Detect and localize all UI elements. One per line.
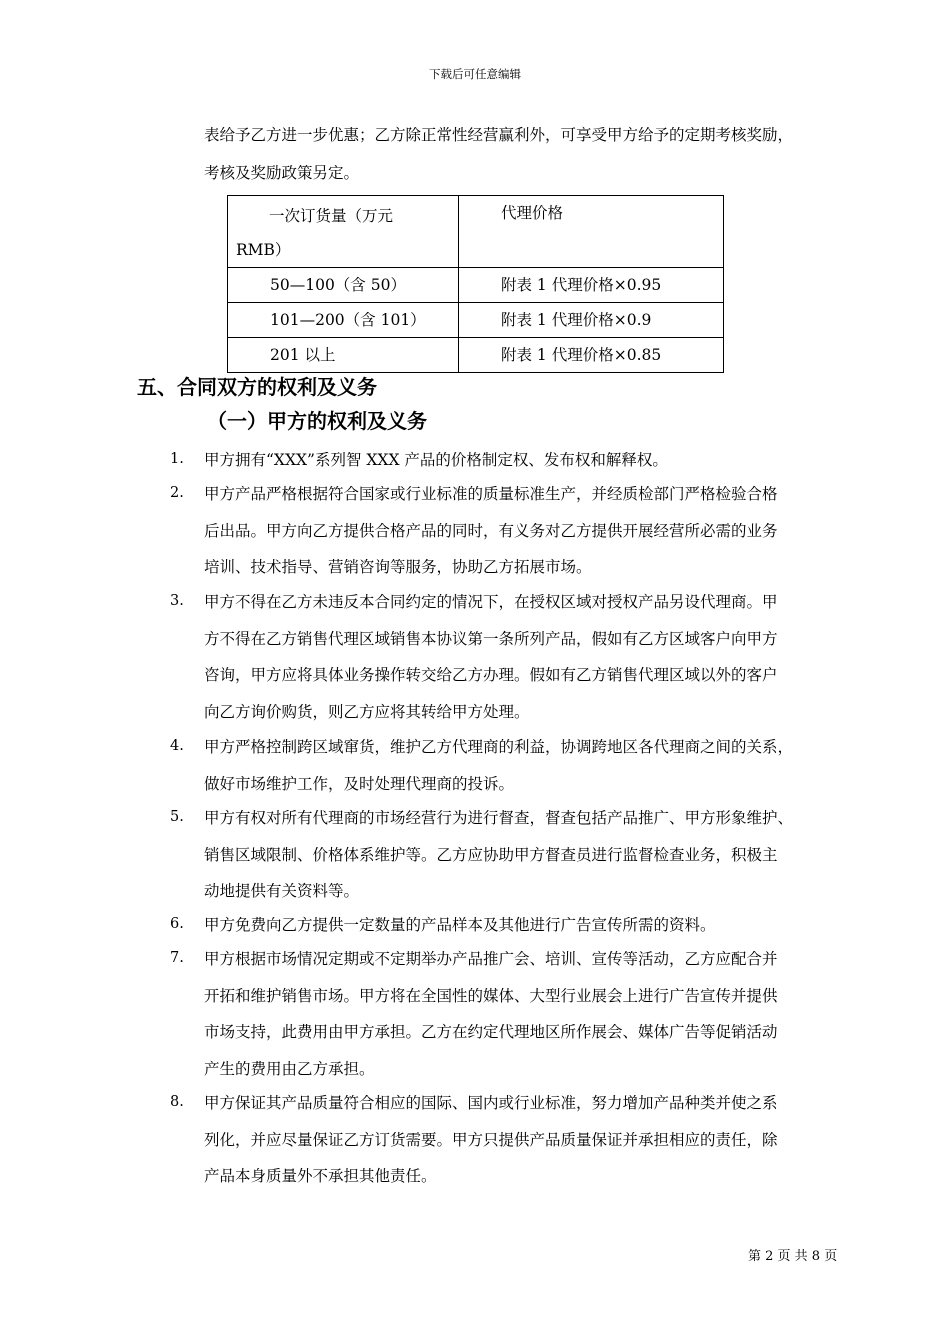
- table-cell-price-text: 附表 1 代理价格×0.95: [501, 276, 662, 294]
- list-item-number: 6.: [170, 916, 184, 932]
- table-cell-price-text: 附表 1 代理价格×0.9: [501, 311, 652, 329]
- list-item-line: 列化，并应尽量保证乙方订货需要。甲方只提供产品质量保证并承担相应的责任，除: [204, 1130, 778, 1149]
- table-header-qty-line1: 一次订货量（万元: [269, 207, 394, 225]
- list-item-line: 销售区域限制、价格体系维护等。乙方应协助甲方督查员进行监督检查业务，积极主: [204, 845, 778, 864]
- page-number: 第 2 页 共 8 页: [748, 1249, 838, 1264]
- table-row: [228, 338, 724, 373]
- list-item-line: 甲方根据市场情况定期或不定期举办产品推广会、培训、宣传等活动，乙方应配合并: [204, 950, 778, 968]
- list-item-line: 咨询，甲方应将具体业务操作转交给乙方办理。假如有乙方销售代理区域以外的客户: [204, 666, 778, 684]
- list-item-number: 1.: [170, 451, 184, 467]
- list-item-line: 甲方保证其产品质量符合相应的国际、国内或行业标准，努力增加产品种类并使之系: [204, 1094, 778, 1112]
- intro-line-1: 表给予乙方进一步优惠；乙方除正常性经营赢利外，可享受甲方给予的定期考核奖励，: [204, 126, 794, 144]
- table-cell-qty-text: 50—100（含 50）: [270, 276, 406, 294]
- list-item-text: [204, 800, 844, 910]
- list-item-line: 市场支持，此费用由甲方承担。乙方在约定代理地区所作展会、媒体广告等促销活动: [204, 1023, 778, 1041]
- table-header-qty: [228, 196, 459, 268]
- list-item-line: 产品本身质量外不承担其他责任。: [204, 1167, 437, 1185]
- list-item-text: [204, 729, 844, 802]
- list-item-line: 向乙方询价购货，则乙方应将其转给甲方处理。: [204, 702, 530, 721]
- list-item-number: 2.: [170, 485, 184, 501]
- table-cell-price: [459, 338, 724, 373]
- table-header-qty-line2: RMB）: [236, 241, 291, 259]
- table-row: [228, 268, 724, 303]
- list-item-line: 方不得在乙方销售代理区域销售本协议第一条所列产品，假如有乙方区域客户向甲方: [204, 629, 778, 648]
- list-item-text: [204, 476, 844, 586]
- list-item-text: [204, 941, 844, 1087]
- list-item-number: 8.: [170, 1094, 184, 1110]
- list-item-text: [204, 907, 844, 944]
- section-title: 五、合同双方的权利及义务: [137, 375, 377, 399]
- list-item-text: [204, 1085, 844, 1195]
- list-item-text: [204, 442, 844, 479]
- table-cell-qty-text: 101—200（含 101）: [270, 311, 426, 329]
- list-item-line: 开拓和维护销售市场。甲方将在全国性的媒体、大型行业展会上进行广告宣传并提供: [204, 986, 778, 1005]
- list-item-line: 做好市场维护工作，及时处理代理商的投诉。: [204, 774, 515, 793]
- list-item-number: 5.: [170, 809, 184, 825]
- list-item-line: 甲方有权对所有代理商的市场经营行为进行督查，督查包括产品推广、甲方形象维护、: [204, 809, 794, 827]
- list-item-line: 产生的费用由乙方承担。: [204, 1059, 375, 1078]
- table-header-price-label: 代理价格: [501, 204, 564, 222]
- list-item-number: 3.: [170, 593, 184, 609]
- list-item-line: 甲方产品严格根据符合国家或行业标准的质量标准生产，并经质检部门严格检验合格: [204, 485, 778, 503]
- intro-line-2: 考核及奖励政策另定。: [204, 164, 360, 182]
- table-cell-qty: [228, 268, 459, 303]
- pricing-table: [227, 195, 724, 373]
- table-cell-price: [459, 303, 724, 338]
- table-cell-price: [459, 268, 724, 303]
- subsection-title: （一）甲方的权利及义务: [207, 409, 427, 433]
- page-header: 下载后可任意编辑: [429, 67, 521, 81]
- table-cell-price-text: 附表 1 代理价格×0.85: [501, 346, 662, 364]
- list-item-text: [204, 584, 844, 730]
- table-header-price: [459, 196, 724, 268]
- table-row: [228, 303, 724, 338]
- list-item-number: 7.: [170, 950, 184, 966]
- table-cell-qty: [228, 338, 459, 373]
- list-item-line: 后出品。甲方向乙方提供合格产品的同时，有义务对乙方提供开展经营所必需的业务: [204, 521, 778, 540]
- table-cell-qty: [228, 303, 459, 338]
- list-item-line: 甲方拥有“XXX”系列智 XXX 产品的价格制定权、发布权和解释权。: [204, 451, 668, 469]
- list-item-line: 甲方不得在乙方未违反本合同约定的情况下，在授权区域对授权产品另设代理商。甲: [204, 593, 778, 611]
- table-header-row: [228, 196, 724, 268]
- table-cell-qty-text: 201 以上: [270, 346, 336, 364]
- list-item-line: 甲方免费向乙方提供一定数量的产品样本及其他进行广告宣传所需的资料。: [204, 916, 716, 934]
- list-item-line: 动地提供有关资料等。: [204, 882, 360, 900]
- list-item-line: 培训、技术指导、营销咨询等服务，协助乙方拓展市场。: [204, 558, 592, 576]
- list-item-line: 甲方严格控制跨区域窜货，维护乙方代理商的利益，协调跨地区各代理商之间的关系，: [204, 738, 794, 756]
- list-item-number: 4.: [170, 738, 184, 754]
